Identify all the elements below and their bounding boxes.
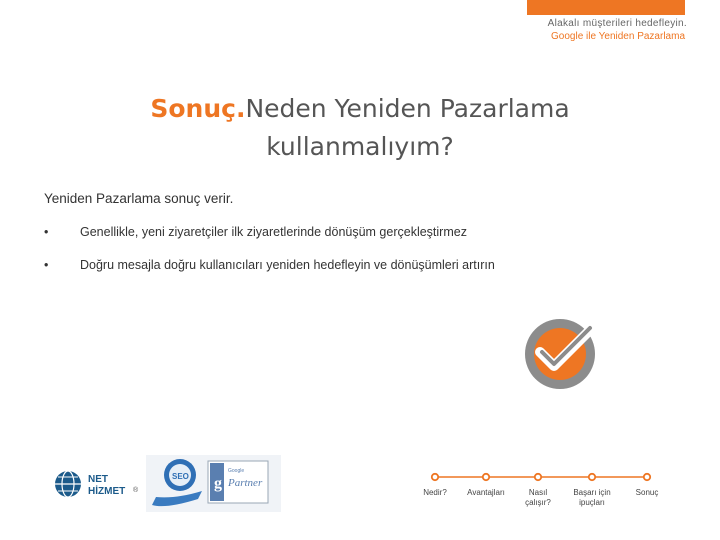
seo-partner-image: [146, 455, 281, 512]
subtitle: Yeniden Pazarlama sonuç verir.: [44, 191, 234, 206]
header-topic: Google ile Yeniden Pazarlama: [551, 31, 685, 42]
timeline-item-basari-icin-ipuclari[interactable]: [564, 488, 620, 508]
title-line2: kullanmalıyım?: [266, 132, 454, 161]
timeline-item-sonuc[interactable]: [627, 488, 667, 498]
timeline-label: ipuçları: [579, 498, 605, 507]
title-main: Neden Yeniden Pazarlama: [245, 94, 570, 123]
timeline-label: Nedir?: [423, 488, 447, 497]
timeline-label: çalışır?: [525, 498, 551, 507]
partner-label: Partner: [228, 477, 263, 489]
timeline-label: Başarı için: [573, 488, 611, 497]
net-logo-reg: ®: [133, 487, 139, 494]
net-hizmet-logo: [52, 466, 144, 502]
bullet-dot: •: [44, 258, 49, 272]
timeline-node[interactable]: [535, 474, 541, 480]
google-g-icon: g: [214, 475, 222, 492]
page-title: [0, 90, 720, 166]
partner-badges: [146, 455, 281, 512]
timeline-node[interactable]: [644, 474, 650, 480]
top-accent-bar: [527, 0, 685, 15]
timeline-label: Avantajları: [467, 488, 505, 497]
seo-badge-text: SEO: [172, 472, 189, 481]
net-logo-line2: HİZMET: [88, 486, 126, 497]
section-timeline: [420, 468, 680, 528]
bullet-item: [44, 225, 467, 239]
timeline-track: [420, 468, 680, 488]
title-accent: Sonuç.: [150, 94, 246, 123]
timeline-label: Nasıl: [528, 488, 548, 497]
timeline-item-nedir[interactable]: [415, 488, 455, 498]
bullet-text: Genellikle, yeni ziyaretçiler ilk ziyaretlerinde dönüşüm gerçekleştirmez: [80, 225, 467, 239]
timeline-item-avantajlari[interactable]: [461, 488, 511, 498]
net-logo-line1: NET: [88, 474, 108, 485]
timeline-node[interactable]: [589, 474, 595, 480]
timeline-label: Sonuç: [635, 488, 659, 497]
timeline-node[interactable]: [432, 474, 438, 480]
checkmark-badge-icon: [522, 314, 602, 394]
bullet-item: [44, 258, 495, 272]
bullet-text: Doğru mesajla doğru kullanıcıları yeniden hedefleyin ve dönüşümleri artırın: [80, 258, 495, 272]
bullet-dot: •: [44, 225, 49, 239]
header-tagline: Alakalı müşterileri hedefleyin.: [547, 18, 687, 29]
timeline-node[interactable]: [483, 474, 489, 480]
timeline-item-nasil-calisir[interactable]: [518, 488, 558, 508]
google-small-label: Google: [228, 468, 245, 474]
